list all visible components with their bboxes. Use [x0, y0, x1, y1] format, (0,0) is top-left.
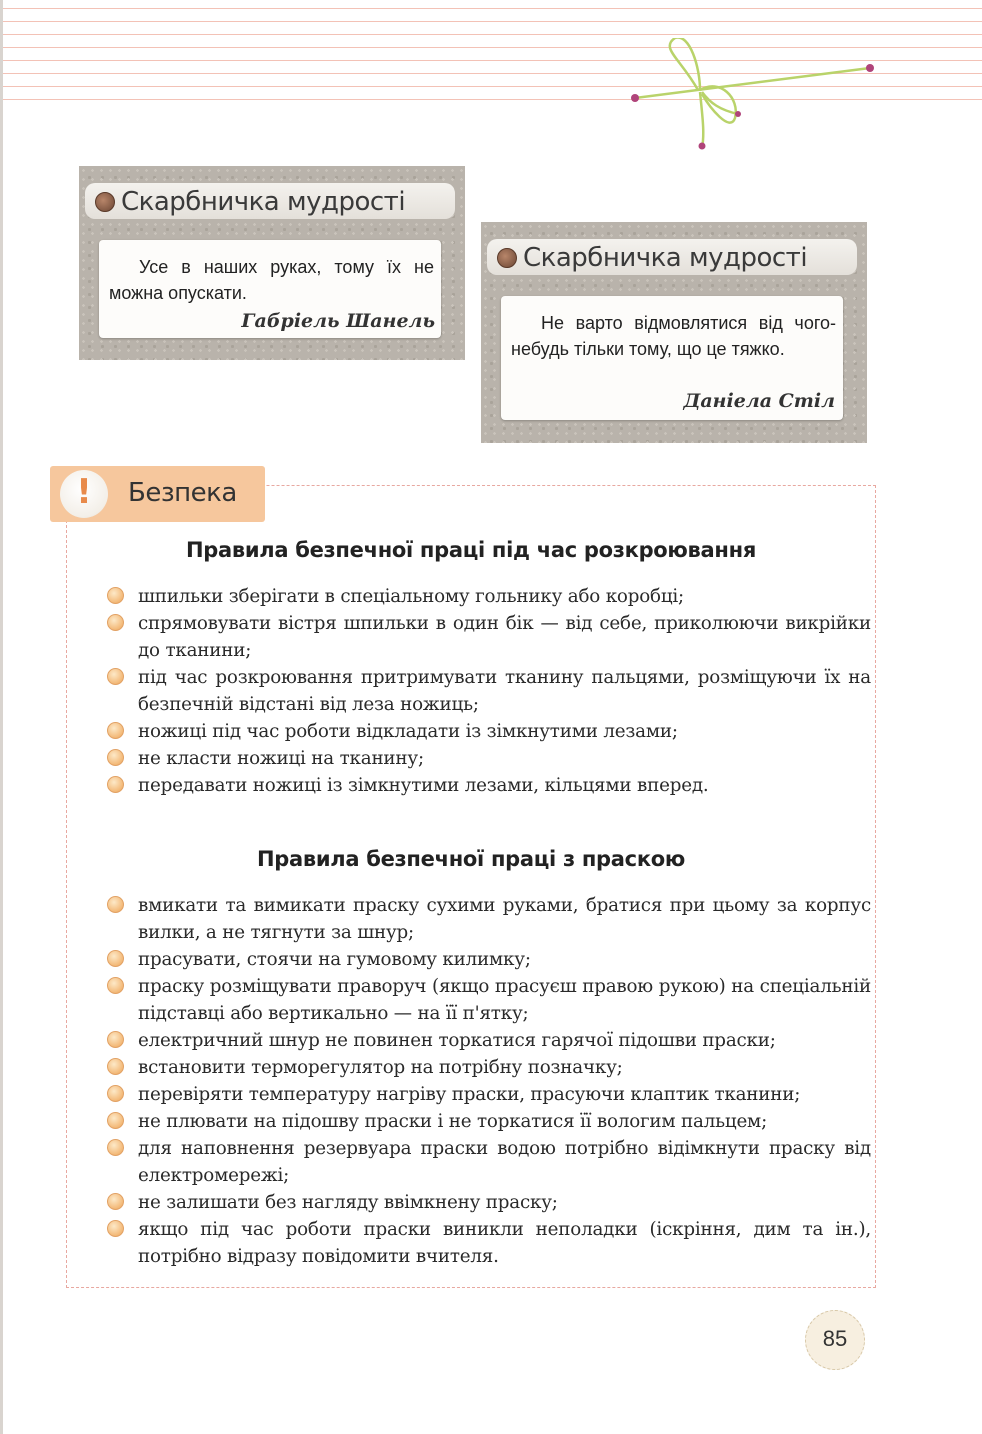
list-item: шпильки зберігати в спеціальному гольнику або коробці; [105, 583, 871, 610]
section-heading-cutting: Правила безпечної праці під час розкроювання [185, 538, 757, 562]
quote-text: Не варто відмовлятися від чого-небудь тільки тому, що це тяжко. [511, 313, 836, 359]
safety-tag-label: Безпека [128, 478, 237, 508]
bullet-icon [107, 1058, 124, 1075]
list-item: вмикати та вимикати праску сухими руками, братися при цьому за корпус вилки, а не тягнути за шнур; [105, 892, 871, 946]
bullet-icon [107, 722, 124, 739]
list-item: праску розміщувати праворуч (якщо прасуєш правою рукою) на спеціальній підставці або вертикально — на її п'ятку; [105, 973, 871, 1027]
bullet-icon [107, 614, 124, 631]
bullet-icon [107, 1139, 124, 1156]
page-number-badge [805, 1310, 865, 1370]
bullet-icon [107, 668, 124, 685]
wisdom-card-steel [481, 222, 867, 443]
bullet-icon [107, 749, 124, 766]
button-icon [95, 192, 115, 212]
wisdom-card-chanel [79, 166, 465, 360]
list-item: не залишати без нагляду ввімкнену праску; [105, 1189, 871, 1216]
list-item: встановити терморегулятор на потрібну позначку; [105, 1054, 871, 1081]
page-number: 85 [822, 1326, 848, 1351]
list-item: прасувати, стоячи на гумовому килимку; [105, 946, 871, 973]
list-item: не класти ножиці на тканину; [105, 745, 871, 772]
page-edge [0, 0, 3, 1434]
bullet-icon [107, 896, 124, 913]
wisdom-card-header [85, 183, 455, 219]
bullet-icon [107, 1112, 124, 1129]
bullet-icon [107, 1031, 124, 1048]
list-item: спрямовувати вістря шпильки в один бік — від себе, приколюючи викрійки до тканини; [105, 610, 871, 664]
wisdom-card-title: Скарбничка мудрості [523, 243, 808, 273]
section-heading-iron: Правила безпечної праці з праскою [256, 847, 686, 871]
list-item: ножиці під час роботи відкладати із зімкнутими лезами; [105, 718, 871, 745]
quote-text: Усе в наших руках, тому їх не можна опускати. [109, 257, 434, 303]
button-icon [497, 248, 517, 268]
bullet-icon [107, 1085, 124, 1102]
list-item: не плювати на підошву праски і не торкатися її вологим пальцем; [105, 1108, 871, 1135]
bullet-icon [107, 776, 124, 793]
quote-author: Даніела Стіл [683, 390, 835, 412]
list-item: якщо під час роботи праски виникли неполадки (іскріння, дим та ін.), потрібно відразу повідомити вчителя. [105, 1216, 871, 1270]
list-item: перевіряти температуру нагріву праски, прасуючи клаптик тканини; [105, 1081, 871, 1108]
rules-list-iron [105, 892, 871, 1270]
bullet-icon [107, 950, 124, 967]
list-item: електричний шнур не повинен торкатися гарячої підошви праски; [105, 1027, 871, 1054]
safety-tag [50, 466, 265, 522]
list-item: передавати ножиці із зімкнутими лезами, кільцями вперед. [105, 772, 871, 799]
bullet-icon [107, 1220, 124, 1237]
bullet-icon [107, 1193, 124, 1210]
quote-author: Габріель Шанель [241, 310, 435, 332]
bullet-icon [107, 977, 124, 994]
list-item: для наповнення резервуара праски водою потрібно відімкнути праску від електромережі; [105, 1135, 871, 1189]
wisdom-card-title: Скарбничка мудрості [121, 187, 406, 217]
wisdom-card-header [487, 239, 857, 275]
ribbon-bow-decoration [620, 38, 890, 158]
bullet-icon [107, 587, 124, 604]
rules-list-cutting [105, 583, 871, 799]
list-item: під час розкроювання притримувати тканину пальцями, розміщуючи їх на безпечній відстані від леза ножиць; [105, 664, 871, 718]
warning-icon: ! [60, 470, 108, 518]
